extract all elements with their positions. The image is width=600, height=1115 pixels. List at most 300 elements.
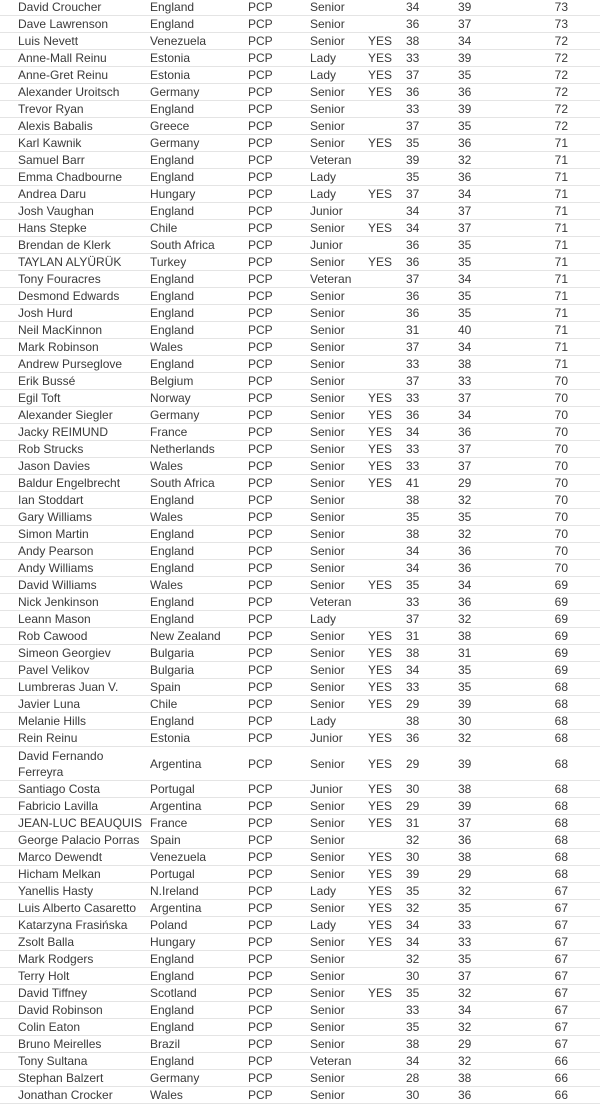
qualified-flag <box>368 594 404 611</box>
player-name: Javier Luna <box>0 696 150 713</box>
round-2-score: 39 <box>444 696 496 713</box>
player-category: Senior <box>310 509 368 526</box>
round-2-score: 36 <box>444 543 496 560</box>
player-category: Senior <box>310 101 368 118</box>
player-country: Estonia <box>150 67 248 84</box>
player-country: N.Ireland <box>150 883 248 900</box>
round-2-score: 39 <box>444 50 496 67</box>
qualified-flag <box>368 203 404 220</box>
total-score: 67 <box>496 951 600 968</box>
qualified-flag: YES <box>368 934 404 951</box>
player-country: Bulgaria <box>150 662 248 679</box>
qualified-flag <box>368 305 404 322</box>
player-category: Senior <box>310 849 368 866</box>
player-country: Hungary <box>150 934 248 951</box>
round-2-score: 37 <box>444 16 496 33</box>
total-score: 70 <box>496 509 600 526</box>
player-name: Tony Fouracres <box>0 271 150 288</box>
player-country: South Africa <box>150 237 248 254</box>
round-1-score: 34 <box>404 0 444 16</box>
round-2-score: 37 <box>444 815 496 832</box>
device-type: PCP <box>248 985 310 1002</box>
qualified-flag: YES <box>368 577 404 594</box>
device-type: PCP <box>248 475 310 492</box>
player-category: Senior <box>310 560 368 577</box>
device-type: PCP <box>248 866 310 883</box>
player-category: Junior <box>310 237 368 254</box>
qualified-flag <box>368 373 404 390</box>
round-1-score: 30 <box>404 781 444 798</box>
device-type: PCP <box>248 492 310 509</box>
player-category: Senior <box>310 475 368 492</box>
total-score: 70 <box>496 560 600 577</box>
player-category: Senior <box>310 543 368 560</box>
round-2-score: 38 <box>444 781 496 798</box>
round-2-score: 36 <box>444 135 496 152</box>
round-2-score: 37 <box>444 458 496 475</box>
table-row <box>0 1036 600 1053</box>
total-score: 67 <box>496 968 600 985</box>
player-name: David Croucher <box>0 0 150 16</box>
table-row <box>0 611 600 628</box>
device-type: PCP <box>248 16 310 33</box>
player-category: Senior <box>310 1019 368 1036</box>
player-name: Fabricio Lavilla <box>0 798 150 815</box>
qualified-flag: YES <box>368 662 404 679</box>
total-score: 67 <box>496 1036 600 1053</box>
player-name: Colin Eaton <box>0 1019 150 1036</box>
player-country: England <box>150 526 248 543</box>
device-type: PCP <box>248 696 310 713</box>
total-score: 70 <box>496 526 600 543</box>
player-country: Wales <box>150 509 248 526</box>
player-name: Josh Vaughan <box>0 203 150 220</box>
round-2-score: 32 <box>444 611 496 628</box>
round-1-score: 36 <box>404 288 444 305</box>
qualified-flag <box>368 968 404 985</box>
player-name: Baldur Engelbrecht <box>0 475 150 492</box>
table-row <box>0 815 600 832</box>
player-name: Andy Pearson <box>0 543 150 560</box>
device-type: PCP <box>248 186 310 203</box>
device-type: PCP <box>248 152 310 169</box>
round-2-score: 31 <box>444 645 496 662</box>
round-1-score: 41 <box>404 475 444 492</box>
player-country: Germany <box>150 84 248 101</box>
qualified-flag <box>368 560 404 577</box>
round-2-score: 35 <box>444 67 496 84</box>
device-type: PCP <box>248 951 310 968</box>
device-type: PCP <box>248 781 310 798</box>
round-1-score: 33 <box>404 356 444 373</box>
device-type: PCP <box>248 1002 310 1019</box>
device-type: PCP <box>248 934 310 951</box>
table-row <box>0 645 600 662</box>
round-2-score: 32 <box>444 152 496 169</box>
device-type: PCP <box>248 900 310 917</box>
player-name: Luis Nevett <box>0 33 150 50</box>
round-2-score: 35 <box>444 662 496 679</box>
player-category: Senior <box>310 424 368 441</box>
round-1-score: 33 <box>404 594 444 611</box>
device-type: PCP <box>248 50 310 67</box>
table-row <box>0 696 600 713</box>
qualified-flag <box>368 271 404 288</box>
player-name: Rob Strucks <box>0 441 150 458</box>
qualified-flag: YES <box>368 730 404 747</box>
round-2-score: 33 <box>444 917 496 934</box>
round-1-score: 30 <box>404 849 444 866</box>
qualified-flag: YES <box>368 781 404 798</box>
player-country: England <box>150 594 248 611</box>
round-2-score: 34 <box>444 577 496 594</box>
player-country: England <box>150 951 248 968</box>
total-score: 71 <box>496 220 600 237</box>
round-2-score: 29 <box>444 475 496 492</box>
round-1-score: 33 <box>404 679 444 696</box>
table-row <box>0 900 600 917</box>
player-name: Terry Holt <box>0 968 150 985</box>
total-score: 71 <box>496 203 600 220</box>
round-2-score: 37 <box>444 968 496 985</box>
player-name: Marco Dewendt <box>0 849 150 866</box>
player-category: Senior <box>310 118 368 135</box>
device-type: PCP <box>248 560 310 577</box>
player-name: Rob Cawood <box>0 628 150 645</box>
round-1-score: 37 <box>404 339 444 356</box>
player-name: Brendan de Klerk <box>0 237 150 254</box>
round-1-score: 36 <box>404 407 444 424</box>
player-country: Estonia <box>150 730 248 747</box>
player-category: Senior <box>310 492 368 509</box>
table-row <box>0 1002 600 1019</box>
table-row <box>0 407 600 424</box>
player-country: England <box>150 203 248 220</box>
player-category: Lady <box>310 713 368 730</box>
qualified-flag: YES <box>368 866 404 883</box>
round-1-score: 33 <box>404 50 444 67</box>
qualified-flag <box>368 118 404 135</box>
round-2-score: 34 <box>444 271 496 288</box>
round-2-score: 35 <box>444 118 496 135</box>
round-2-score: 32 <box>444 1019 496 1036</box>
round-1-score: 36 <box>404 254 444 271</box>
table-row <box>0 849 600 866</box>
qualified-flag <box>368 169 404 186</box>
device-type: PCP <box>248 424 310 441</box>
round-1-score: 34 <box>404 203 444 220</box>
player-country: England <box>150 968 248 985</box>
round-1-score: 36 <box>404 84 444 101</box>
device-type: PCP <box>248 84 310 101</box>
round-2-score: 33 <box>444 373 496 390</box>
player-name: Alexis Babalis <box>0 118 150 135</box>
player-category: Senior <box>310 968 368 985</box>
device-type: PCP <box>248 0 310 16</box>
table-row <box>0 322 600 339</box>
round-1-score: 35 <box>404 985 444 1002</box>
round-2-score: 35 <box>444 509 496 526</box>
total-score: 70 <box>496 441 600 458</box>
device-type: PCP <box>248 407 310 424</box>
total-score: 70 <box>496 543 600 560</box>
total-score: 71 <box>496 186 600 203</box>
total-score: 70 <box>496 492 600 509</box>
player-name: David Robinson <box>0 1002 150 1019</box>
player-category: Senior <box>310 628 368 645</box>
table-row <box>0 305 600 322</box>
player-category: Senior <box>310 526 368 543</box>
table-row <box>0 747 600 781</box>
player-country: England <box>150 322 248 339</box>
device-type: PCP <box>248 628 310 645</box>
player-country: Chile <box>150 696 248 713</box>
table-row <box>0 934 600 951</box>
total-score: 72 <box>496 33 600 50</box>
player-category: Senior <box>310 900 368 917</box>
player-country: Argentina <box>150 798 248 815</box>
table-row <box>0 16 600 33</box>
player-country: Spain <box>150 832 248 849</box>
total-score: 70 <box>496 407 600 424</box>
round-1-score: 35 <box>404 883 444 900</box>
table-row <box>0 288 600 305</box>
device-type: PCP <box>248 1036 310 1053</box>
qualified-flag: YES <box>368 424 404 441</box>
round-1-score: 30 <box>404 968 444 985</box>
player-category: Senior <box>310 356 368 373</box>
table-row <box>0 560 600 577</box>
total-score: 67 <box>496 1019 600 1036</box>
round-1-score: 32 <box>404 832 444 849</box>
round-2-score: 39 <box>444 101 496 118</box>
total-score: 69 <box>496 628 600 645</box>
total-score: 72 <box>496 67 600 84</box>
player-category: Senior <box>310 696 368 713</box>
player-name: Mark Robinson <box>0 339 150 356</box>
round-2-score: 38 <box>444 356 496 373</box>
device-type: PCP <box>248 798 310 815</box>
player-category: Senior <box>310 934 368 951</box>
device-type: PCP <box>248 101 310 118</box>
table-row <box>0 1070 600 1087</box>
device-type: PCP <box>248 220 310 237</box>
player-country: Turkey <box>150 254 248 271</box>
round-2-score: 36 <box>444 424 496 441</box>
player-country: Portugal <box>150 866 248 883</box>
round-1-score: 34 <box>404 543 444 560</box>
total-score: 72 <box>496 101 600 118</box>
player-category: Senior <box>310 1036 368 1053</box>
total-score: 71 <box>496 237 600 254</box>
qualified-flag <box>368 101 404 118</box>
total-score: 68 <box>496 798 600 815</box>
player-category: Senior <box>310 441 368 458</box>
total-score: 70 <box>496 458 600 475</box>
qualified-flag: YES <box>368 628 404 645</box>
device-type: PCP <box>248 968 310 985</box>
player-category: Senior <box>310 951 368 968</box>
player-category: Veteran <box>310 271 368 288</box>
round-1-score: 29 <box>404 798 444 815</box>
player-name: Desmond Edwards <box>0 288 150 305</box>
total-score: 67 <box>496 917 600 934</box>
player-name: Jonathan Crocker <box>0 1087 150 1104</box>
player-category: Lady <box>310 67 368 84</box>
device-type: PCP <box>248 662 310 679</box>
player-name: Nick Jenkinson <box>0 594 150 611</box>
qualified-flag <box>368 509 404 526</box>
player-country: Greece <box>150 118 248 135</box>
round-1-score: 36 <box>404 16 444 33</box>
player-category: Senior <box>310 679 368 696</box>
table-row <box>0 577 600 594</box>
round-2-score: 35 <box>444 900 496 917</box>
player-category: Senior <box>310 322 368 339</box>
player-country: Belgium <box>150 373 248 390</box>
player-name: Anne-Gret Reinu <box>0 67 150 84</box>
round-2-score: 34 <box>444 1002 496 1019</box>
player-name: Andrea Daru <box>0 186 150 203</box>
player-name: Gary Williams <box>0 509 150 526</box>
total-score: 70 <box>496 373 600 390</box>
total-score: 68 <box>496 679 600 696</box>
round-1-score: 39 <box>404 152 444 169</box>
player-country: England <box>150 169 248 186</box>
round-2-score: 32 <box>444 883 496 900</box>
round-1-score: 30 <box>404 1087 444 1104</box>
player-country: England <box>150 0 248 16</box>
player-name: Tony Sultana <box>0 1053 150 1070</box>
qualified-flag: YES <box>368 798 404 815</box>
round-1-score: 34 <box>404 560 444 577</box>
player-country: Venezuela <box>150 849 248 866</box>
player-category: Lady <box>310 50 368 67</box>
qualified-flag: YES <box>368 33 404 50</box>
round-2-score: 37 <box>444 220 496 237</box>
player-category: Senior <box>310 866 368 883</box>
qualified-flag: YES <box>368 849 404 866</box>
player-name: Egil Toft <box>0 390 150 407</box>
total-score: 71 <box>496 271 600 288</box>
player-category: Senior <box>310 458 368 475</box>
device-type: PCP <box>248 594 310 611</box>
round-2-score: 35 <box>444 305 496 322</box>
player-name: Anne-Mall Reinu <box>0 50 150 67</box>
device-type: PCP <box>248 169 310 186</box>
player-country: Wales <box>150 1087 248 1104</box>
player-country: England <box>150 16 248 33</box>
player-name: Dave Lawrenson <box>0 16 150 33</box>
player-category: Veteran <box>310 152 368 169</box>
total-score: 68 <box>496 747 600 781</box>
qualified-flag <box>368 1019 404 1036</box>
table-row <box>0 662 600 679</box>
round-1-score: 35 <box>404 509 444 526</box>
player-category: Senior <box>310 254 368 271</box>
player-country: Portugal <box>150 781 248 798</box>
device-type: PCP <box>248 305 310 322</box>
total-score: 66 <box>496 1053 600 1070</box>
round-1-score: 34 <box>404 662 444 679</box>
qualified-flag: YES <box>368 679 404 696</box>
total-score: 71 <box>496 356 600 373</box>
qualified-flag: YES <box>368 747 404 781</box>
total-score: 71 <box>496 339 600 356</box>
round-2-score: 30 <box>444 713 496 730</box>
table-row <box>0 883 600 900</box>
round-1-score: 38 <box>404 645 444 662</box>
qualified-flag: YES <box>368 815 404 832</box>
player-name: Yanellis Hasty <box>0 883 150 900</box>
table-row <box>0 866 600 883</box>
qualified-flag <box>368 1053 404 1070</box>
table-row <box>0 271 600 288</box>
player-category: Senior <box>310 747 368 781</box>
player-category: Senior <box>310 1087 368 1104</box>
device-type: PCP <box>248 679 310 696</box>
player-country: Germany <box>150 1070 248 1087</box>
player-country: Bulgaria <box>150 645 248 662</box>
device-type: PCP <box>248 730 310 747</box>
round-2-score: 32 <box>444 526 496 543</box>
round-1-score: 37 <box>404 186 444 203</box>
round-2-score: 36 <box>444 1087 496 1104</box>
total-score: 71 <box>496 152 600 169</box>
player-category: Junior <box>310 781 368 798</box>
qualified-flag <box>368 526 404 543</box>
device-type: PCP <box>248 832 310 849</box>
device-type: PCP <box>248 203 310 220</box>
qualified-flag: YES <box>368 645 404 662</box>
qualified-flag: YES <box>368 67 404 84</box>
total-score: 68 <box>496 781 600 798</box>
table-row <box>0 220 600 237</box>
round-1-score: 33 <box>404 441 444 458</box>
player-country: Germany <box>150 407 248 424</box>
player-category: Junior <box>310 730 368 747</box>
round-2-score: 29 <box>444 866 496 883</box>
round-2-score: 34 <box>444 186 496 203</box>
round-2-score: 32 <box>444 730 496 747</box>
total-score: 67 <box>496 985 600 1002</box>
player-name: Bruno Meirelles <box>0 1036 150 1053</box>
total-score: 72 <box>496 50 600 67</box>
player-country: Spain <box>150 679 248 696</box>
round-1-score: 29 <box>404 696 444 713</box>
qualified-flag <box>368 16 404 33</box>
player-country: England <box>150 611 248 628</box>
round-1-score: 35 <box>404 1019 444 1036</box>
round-1-score: 31 <box>404 322 444 339</box>
table-row <box>0 832 600 849</box>
table-row <box>0 730 600 747</box>
round-2-score: 35 <box>444 288 496 305</box>
table-row <box>0 203 600 220</box>
player-category: Senior <box>310 815 368 832</box>
device-type: PCP <box>248 917 310 934</box>
total-score: 67 <box>496 900 600 917</box>
total-score: 71 <box>496 288 600 305</box>
total-score: 71 <box>496 135 600 152</box>
device-type: PCP <box>248 237 310 254</box>
table-row <box>0 526 600 543</box>
total-score: 67 <box>496 1002 600 1019</box>
player-category: Senior <box>310 1002 368 1019</box>
player-country: England <box>150 305 248 322</box>
player-country: Brazil <box>150 1036 248 1053</box>
total-score: 68 <box>496 696 600 713</box>
